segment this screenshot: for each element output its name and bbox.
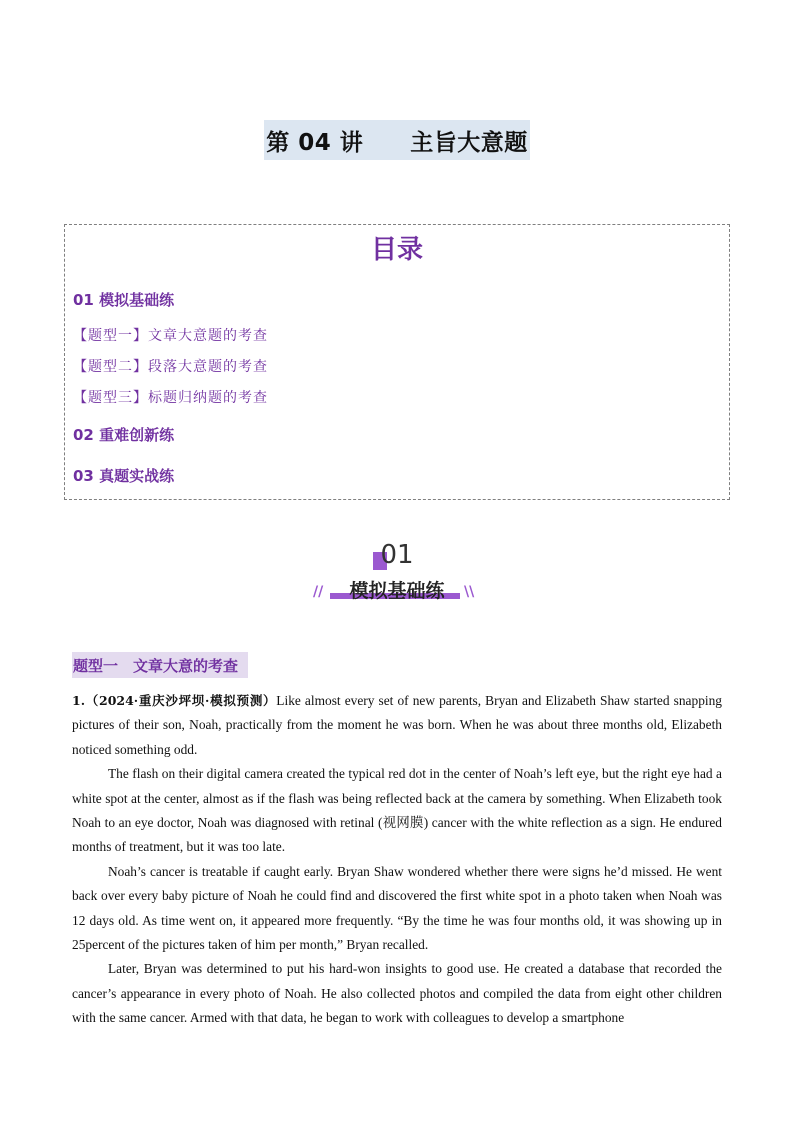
paragraph-text-1: Like almost every set of new parents, Bryan and Elizabeth Shaw started snapping pictures of their son, Noah, practically from the moment he was born. When he was about three months old, Elizabeth noticed something odd. bbox=[72, 693, 723, 757]
question-prefix: 1.（2024·重庆沙坪坝·模拟预测） bbox=[72, 693, 277, 708]
toc-heading: 目录 bbox=[370, 235, 423, 265]
toc-section-1[interactable]: 01 模拟基础练 bbox=[73, 291, 175, 309]
slash-decoration-right: \\ bbox=[464, 584, 475, 600]
document-title: 第 04 讲 主旨大意题 bbox=[264, 120, 530, 160]
section-badge bbox=[0, 540, 794, 610]
question-paragraph-2: The flash on their digital camera created the typical red dot in the center of Noah’s left eye, but the right eye had a white spot at the center, almost as if the flash was being reflected back at the camera by something. When Elizabeth took Noah to an eye doctor, Noah was diagnosed with retinal (视网膜) cancer with the white reflection as a sign. He endured months of treatment, but it was too late. bbox=[72, 766, 722, 855]
question-paragraph-4: Later, Bryan was determined to put his hard-won insights to good use. He created a database that recorded the cancer’s appearance in every photo of Noah. He also collected photos and compiled the data from eight other children with the same cancer. Armed with that data, he began to work with colleagues to develop a smartphone bbox=[72, 961, 722, 1026]
toc-subitem-3[interactable]: 【题型三】标题归纳题的考查 bbox=[73, 390, 268, 406]
question-body bbox=[72, 689, 722, 1031]
toc-subitem-2[interactable]: 【题型二】段落大意题的考查 bbox=[73, 359, 268, 375]
section-title: 模拟基础练 bbox=[349, 580, 445, 602]
toc-section-3[interactable]: 03 真题实战练 bbox=[73, 467, 175, 485]
question-paragraph-1 bbox=[72, 689, 722, 762]
question-type-heading: 题型一 文章大意的考查 bbox=[72, 652, 248, 678]
toc-section-2[interactable]: 02 重难创新练 bbox=[73, 426, 175, 444]
question-paragraph-3: Noah’s cancer is treatable if caught early. Bryan Shaw wondered whether there were signs he’d missed. He went back over every baby picture of Noah he could find and discovered the first white spot in a photo taken when Noah was 12 days old. As time went on, it appeared more frequently. “By the time he was four months old, it was showing up in 25percent of the pictures taken of him per month,” Bryan recalled. bbox=[72, 863, 722, 953]
table-of-contents bbox=[64, 224, 730, 500]
section-number: 01 bbox=[380, 540, 414, 570]
document-title-wrap bbox=[0, 120, 794, 160]
toc-subitem-1[interactable]: 【题型一】文章大意题的考查 bbox=[73, 328, 268, 344]
slash-decoration-left: // bbox=[313, 584, 324, 600]
